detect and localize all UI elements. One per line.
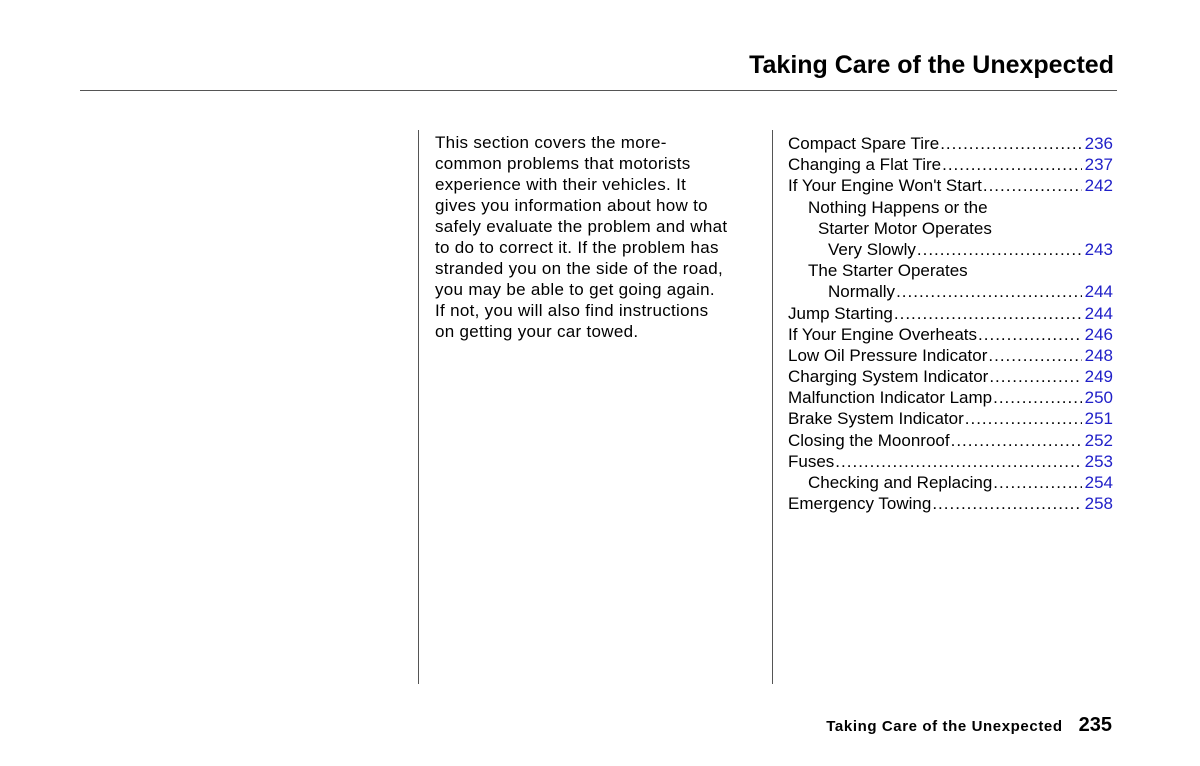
toc-item-label: Nothing Happens or the [808, 197, 988, 217]
toc-page-link[interactable]: 250 [1084, 388, 1113, 408]
intro-line: gives you information about how to [435, 196, 708, 215]
toc-item-label: Emergency Towing [788, 494, 932, 514]
toc-dot-leader [932, 493, 1081, 514]
toc-page-link[interactable]: 243 [1084, 239, 1113, 259]
toc-page-link[interactable]: 249 [1084, 367, 1113, 387]
toc-dot-leader [988, 345, 1081, 366]
toc-item-very-slowly[interactable] [788, 239, 1113, 260]
toc-item-normally[interactable] [788, 281, 1113, 302]
page-number: 235 [1078, 714, 1112, 736]
intro-line: experience with their vehicles. It [435, 175, 687, 194]
toc-item-label: Compact Spare Tire [788, 134, 940, 153]
toc-item-engine-wont-start[interactable] [788, 175, 1113, 196]
toc-dot-leader [835, 451, 1081, 472]
toc-dot-leader [951, 430, 1082, 451]
toc-dot-leader [942, 154, 1082, 175]
toc-subitem-label [788, 197, 1113, 218]
toc-item-engine-overheats[interactable] [788, 324, 1113, 345]
toc-dot-leader [993, 387, 1082, 408]
toc-item-checking-replacing[interactable] [788, 472, 1113, 493]
intro-line: you may be able to get going again. [435, 280, 715, 299]
toc-item-label: If Your Engine Won't Start [788, 176, 982, 196]
intro-line: stranded you on the side of the road, [435, 259, 724, 278]
toc-item-label: If Your Engine Overheats [788, 324, 978, 344]
section-intro-text [435, 132, 770, 342]
toc-item-low-oil-pressure[interactable] [788, 345, 1113, 366]
toc-page-link[interactable]: 252 [1084, 430, 1113, 450]
toc-page-link[interactable]: 246 [1084, 324, 1113, 344]
toc-item-compact-spare-tire[interactable] [788, 133, 1113, 154]
left-column-divider [418, 130, 419, 684]
toc-page-link[interactable]: 248 [1084, 345, 1113, 365]
toc-dot-leader [917, 239, 1082, 260]
toc-item-label: The Starter Operates [808, 261, 968, 281]
toc-page-link[interactable]: 244 [1084, 303, 1113, 323]
toc-page-link[interactable]: 251 [1084, 409, 1113, 429]
toc-item-label: Closing the Moonroof [788, 430, 950, 450]
toc-item-label: Changing a Flat Tire [788, 155, 942, 175]
toc-item-changing-flat-tire[interactable] [788, 154, 1113, 175]
toc-page-link[interactable]: 253 [1084, 451, 1113, 471]
toc-item-malfunction-lamp[interactable] [788, 387, 1113, 408]
toc-item-label: Checking and Replacing [808, 473, 993, 492]
toc-item-fuses[interactable] [788, 451, 1113, 472]
intro-line: safely evaluate the problem and what [435, 217, 728, 236]
toc-dot-leader [989, 366, 1081, 387]
toc-dot-leader [983, 175, 1082, 196]
toc-item-charging-system[interactable] [788, 366, 1113, 387]
toc-page-link[interactable]: 254 [1084, 473, 1113, 492]
footer-section-title: Taking Care of the Unexpected [826, 718, 1063, 735]
intro-line: This section covers the more- [435, 133, 667, 152]
intro-line: common problems that motorists [435, 154, 691, 173]
toc-item-label: Normally [828, 282, 896, 302]
page-title: Taking Care of the Unexpected [749, 51, 1114, 79]
toc-item-label: Malfunction Indicator Lamp [788, 388, 993, 408]
toc-item-label: Brake System Indicator [788, 409, 964, 429]
toc-item-label: Jump Starting [788, 303, 893, 323]
toc-dot-leader [940, 133, 1081, 154]
table-of-contents [788, 133, 1113, 514]
toc-dot-leader [993, 472, 1081, 493]
toc-item-brake-system[interactable] [788, 408, 1113, 429]
header-divider [80, 90, 1117, 91]
toc-page-link[interactable]: 237 [1084, 155, 1113, 175]
intro-line: on getting your car towed. [435, 322, 639, 341]
toc-dot-leader [965, 408, 1082, 429]
toc-page-link[interactable]: 258 [1084, 494, 1113, 514]
toc-subitem-label [788, 218, 1113, 239]
toc-item-jump-starting[interactable] [788, 303, 1113, 324]
toc-item-label: Starter Motor Operates [818, 218, 992, 238]
toc-item-label: Charging System Indicator [788, 367, 989, 387]
toc-item-label: Fuses [788, 451, 835, 471]
toc-subitem-label [788, 260, 1113, 281]
toc-item-label: Very Slowly [828, 239, 916, 259]
intro-line: If not, you will also find instructions [435, 301, 709, 320]
toc-page-link[interactable]: 236 [1084, 134, 1113, 153]
intro-line: to do to correct it. If the problem has [435, 238, 719, 257]
toc-item-emergency-towing[interactable] [788, 493, 1113, 514]
toc-item-closing-moonroof[interactable] [788, 430, 1113, 451]
toc-dot-leader [894, 303, 1082, 324]
page-footer [826, 714, 1112, 737]
toc-item-label: Low Oil Pressure Indicator [788, 345, 988, 365]
toc-page-link[interactable]: 242 [1084, 176, 1113, 196]
toc-page-link[interactable]: 244 [1084, 282, 1113, 302]
right-column-divider [772, 130, 773, 684]
toc-dot-leader [896, 281, 1082, 302]
toc-dot-leader [978, 324, 1082, 345]
